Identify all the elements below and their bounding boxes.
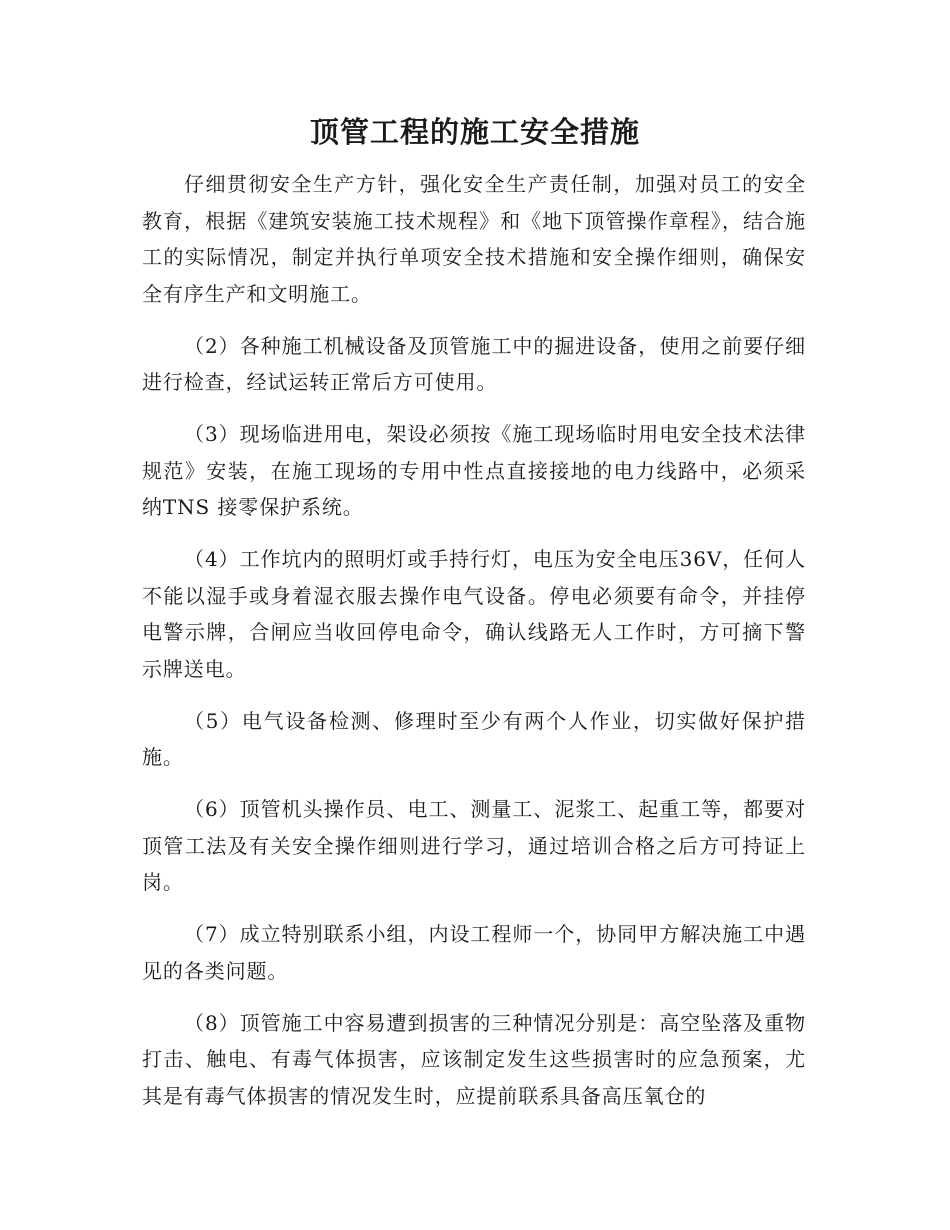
paragraph-item-6: （6）顶管机头操作员、电工、测量工、泥浆工、起重工等，都要对顶管工法及有关安全操作细则进行学习，通过培训合格之后方可持证上岗。: [142, 797, 806, 894]
document-title: 顶管工程的施工安全措施: [309, 115, 640, 149]
paragraph-item-4: （4）工作坑内的照明灯或手持行灯，电压为安全电压36V，任何人不能以湿手或身着湿衣服去操作电气设备。停电必须要有命令，并挂停电警示牌，合闸应当收回停电命令，确认线路无人工作时，方可摘下警示牌送电。: [142, 547, 806, 681]
paragraph-item-3: （3）现场临进用电，架设必须按《施工现场临时用电安全技术法律规范》安装，在施工现场的专用中性点直接接地的电力线路中，必须采纳TNS 接零保护系统。: [142, 422, 806, 519]
paragraph-item-5: （5）电气设备检测、修理时至少有两个人作业，切实做好保护措施。: [142, 708, 806, 769]
paragraph-item-2: （2）各种施工机械设备及顶管施工中的掘进设备，使用之前要仔细进行检查，经试运转正常后方可使用。: [142, 333, 806, 394]
document-body: [142, 166, 806, 1130]
paragraph-intro: 仔细贯彻安全生产方针，强化安全生产责任制，加强对员工的安全教育，根据《建筑安装施工技术规程》和《地下顶管操作章程》，结合施工的实际情况，制定并执行单项安全技术措施和安全操作细则，确保安全有序生产和文明施工。: [142, 172, 806, 306]
paragraph-item-8: （8）顶管施工中容易遭到损害的三种情况分别是：高空坠落及重物打击、触电、有毒气体损害，应该制定发生这些损害时的应急预案，尤其是有毒气体损害的情况发生时，应提前联系具备高压氧仓的: [142, 1010, 806, 1108]
paragraph-item-7: （7）成立特别联系小组，内设工程师一个，协同甲方解决施工中遇见的各类问题。: [142, 922, 806, 983]
